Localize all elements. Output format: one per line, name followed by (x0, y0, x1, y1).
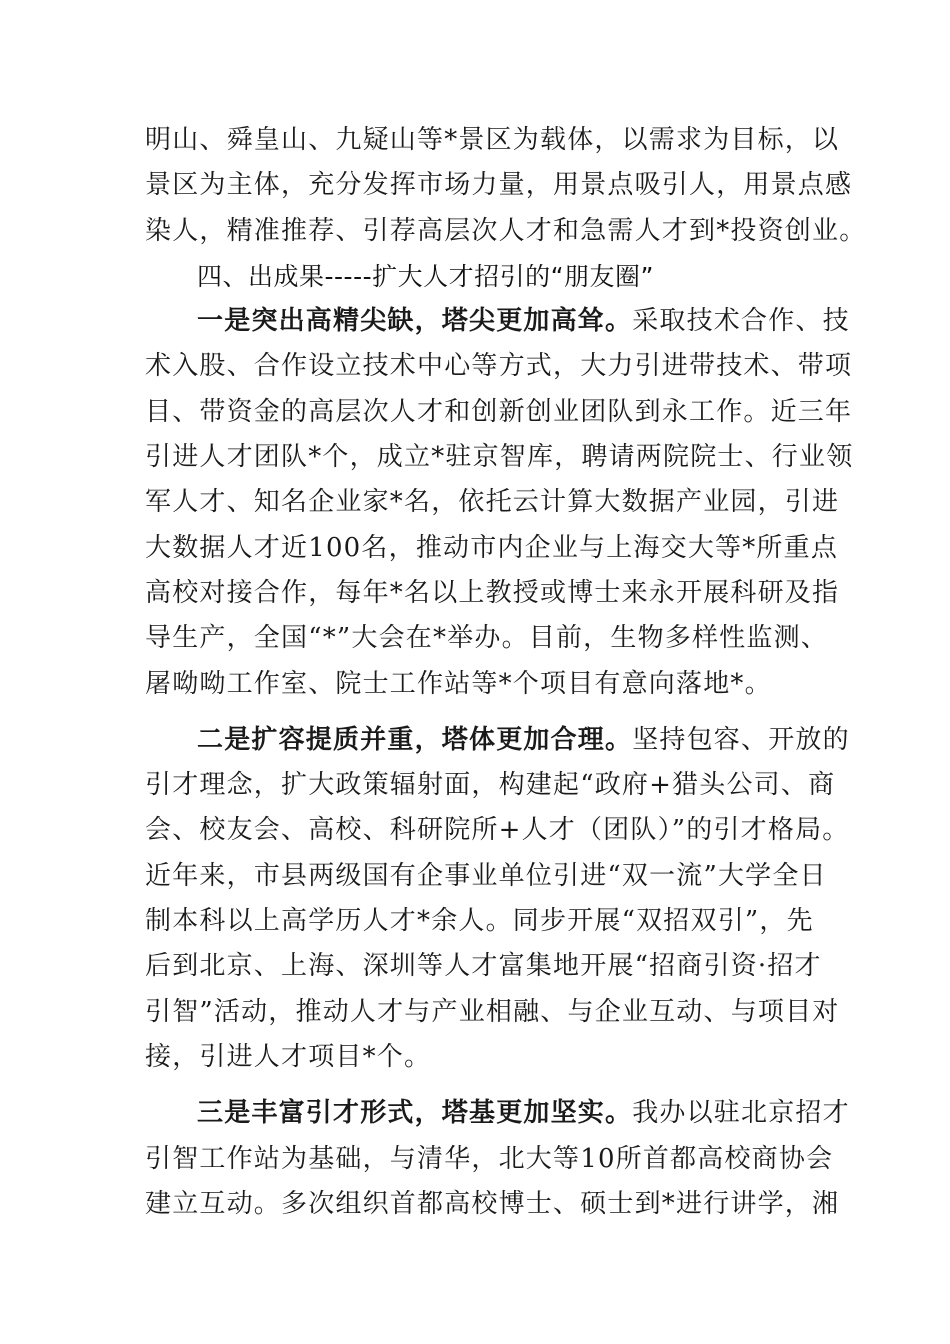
paragraph-3 (145, 1091, 850, 1227)
paragraph-lead-bold: 一是突出高精尖缺，塔尖更加高耸。 (197, 306, 633, 337)
paragraph-first-line (145, 718, 850, 763)
paragraph-lead-bold: 二是扩容提质并重，塔体更加合理。 (197, 724, 633, 755)
paragraph-lead-rest: 坚持包容、开放的 (632, 724, 850, 755)
paragraph-continuation (145, 118, 867, 254)
paragraph-first-line (145, 299, 850, 344)
paragraph-lead-rest: 采取技术合作、技 (632, 306, 850, 337)
text-line: 军人才、知名企业家*名，依托云计算大数据产业园，引进 (145, 487, 840, 518)
text-line: 建立互动。多次组织首都高校博士、硕士到*进行讲学，湘 (145, 1188, 840, 1219)
text-line: 引进人才团队*个，成立*驻京智库，聘请两院院士、行业领 (145, 442, 854, 473)
text-line: 近年来，市县两级国有企事业单位引进“双一流”大学全日 (145, 860, 827, 891)
text-line: 景区为主体，充分发挥市场力量，用景点吸引人，用景点感 (145, 170, 853, 201)
text-line: 制本科以上高学历人才*余人。同步开展“双招双引”，先 (145, 906, 814, 937)
text-line: 接，引进人才项目*个。 (145, 1041, 432, 1072)
paragraph-2 (145, 718, 850, 1080)
text-line: 染人，精准推荐、引荐高层次人才和急需人才到*投资创业。 (145, 215, 867, 246)
section-heading: 四、出成果-----扩大人才招引的“朋友圈” (197, 261, 655, 291)
text-line: 大数据人才近100名，推动市内企业与上海交大等*所重点 (145, 532, 839, 563)
paragraph-first-line (145, 1091, 850, 1136)
text-line: 引智工作站为基础，与清华，北大等10所首都高校商协会 (145, 1143, 834, 1174)
text-line: 术入股、合作设立技术中心等方式，大力引进带技术、带项 (145, 351, 853, 382)
paragraph-1 (145, 299, 854, 707)
text-line: 高校对接合作，每年*名以上教授或博士来永开展科研及指 (145, 577, 840, 608)
text-line: 会、校友会、高校、科研院所+人才（团队）”的引才格局。 (145, 815, 850, 846)
text-line: 引才理念，扩大政策辐射面，构建起“政府+猎头公司、商 (145, 770, 836, 801)
document-body (145, 118, 867, 1227)
text-line: 导生产，全国“*”大会在*举办。目前，生物多样性监测、 (145, 623, 828, 654)
paragraph-lead-rest: 我办以驻北京招才 (632, 1098, 850, 1129)
text-line: 引智”活动，推动人才与产业相融、与企业互动、与项目对 (145, 996, 840, 1027)
text-line: 目、带资金的高层次人才和创新创业团队到永工作。近三年 (145, 396, 853, 427)
paragraph-lead-bold: 三是丰富引才形式，塔基更加坚实。 (197, 1098, 633, 1129)
text-line: 后到北京、上海、深圳等人才富集地开展“招商引资·招才 (145, 951, 822, 982)
text-line: 明山、舜皇山、九疑山等*景区为载体，以需求为目标，以 (145, 125, 840, 155)
text-line: 屠呦呦工作室、院士工作站等*个项目有意向落地*。 (145, 668, 772, 699)
